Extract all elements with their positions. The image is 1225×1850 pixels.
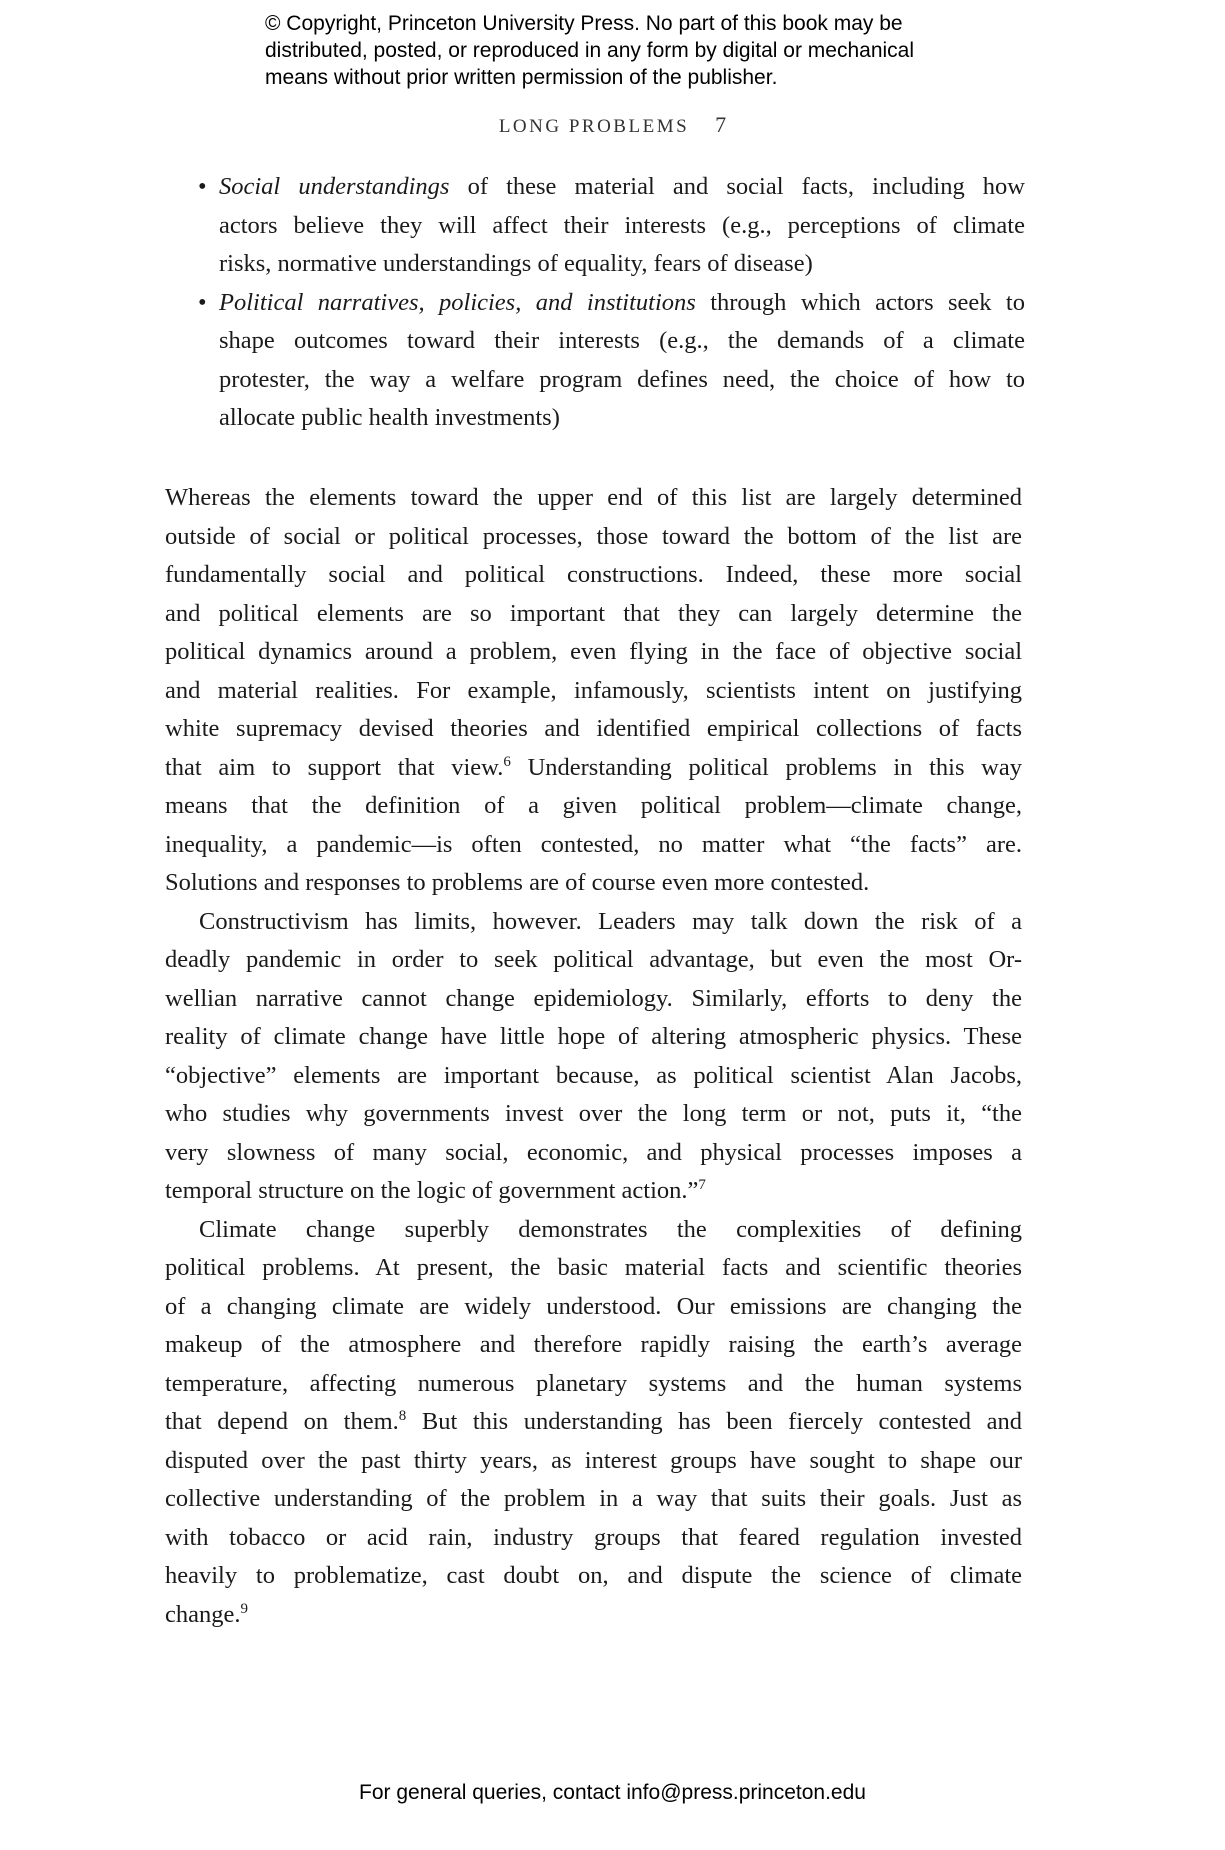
- bullet-icon: •: [198, 288, 207, 316]
- text-run: actors believe they will affect their interests (e.g., perceptions of climate: [219, 211, 1025, 239]
- text-line: [219, 284, 1025, 323]
- text-run: outside of social or political processes, those toward the bottom of the list are: [165, 522, 1022, 550]
- text-line: [165, 903, 1022, 942]
- text-run: inequality, a pandemic—is often contested, no matter what “the facts” are.: [165, 830, 1022, 858]
- text-run: political dynamics around a problem, even flying in the face of objective social: [165, 638, 1022, 665]
- text-run: allocate public health investments): [219, 404, 560, 431]
- copyright-line: distributed, posted, or reproduced in any form by digital or mechanical: [265, 39, 915, 62]
- text-run: reality of climate change have little hope of altering atmospheric physics. These: [165, 1023, 1022, 1050]
- text-line: [165, 826, 1022, 865]
- paragraph: [165, 903, 1022, 1211]
- text-line: [165, 556, 1022, 595]
- footnote-marker: 8: [398, 1407, 407, 1424]
- text-run: Whereas the elements toward the upper end of this list are largely determined: [165, 484, 1022, 511]
- text-line: [165, 1403, 1022, 1442]
- text-run: through which actors seek to: [695, 288, 1025, 316]
- text-run: and material realities. For example, infamously, scientists intent on justifying: [165, 676, 1022, 704]
- text-run: temperature, affecting numerous planetary systems and the human systems: [165, 1369, 1022, 1397]
- text-line: [165, 672, 1022, 711]
- text-line: [165, 1172, 1022, 1211]
- text-run: means that the definition of a given political problem—climate change,: [165, 792, 1022, 819]
- body-text: [165, 479, 1022, 1634]
- text-run: deadly pandemic in order to seek political advantage, but even the most Or-: [165, 946, 1022, 973]
- text-line: [165, 1249, 1022, 1288]
- footnote-marker: 6: [503, 753, 511, 770]
- text-line: [219, 245, 1025, 284]
- paragraph: [165, 1211, 1022, 1635]
- bullet-item: [195, 284, 1025, 438]
- text-run: political problems. At present, the basic material facts and scientific theories: [165, 1254, 1022, 1281]
- text-run: that aim to support that view.: [165, 753, 504, 781]
- text-line: [165, 787, 1022, 826]
- text-line: [165, 980, 1022, 1019]
- text-run: But this understanding has been fiercely contested and: [406, 1408, 1022, 1435]
- paragraph: [165, 479, 1022, 903]
- text-line: [165, 1211, 1022, 1250]
- text-run: Climate change superbly demonstrates the complexities of defining: [199, 1215, 1022, 1243]
- copyright-line: means without prior written permission of the publisher.: [265, 66, 778, 89]
- text-run: Understanding political problems in this way: [510, 753, 1022, 781]
- text-line: [165, 1018, 1022, 1057]
- text-line: [165, 1596, 1022, 1635]
- text-line: [165, 710, 1022, 749]
- text-line: [219, 168, 1025, 207]
- footnote-marker: 9: [240, 1600, 248, 1617]
- text-line: [165, 1134, 1022, 1173]
- text-line: [165, 1326, 1022, 1365]
- text-line: [165, 749, 1022, 788]
- text-run: who studies why governments invest over the long term or not, puts it, “the: [165, 1100, 1022, 1127]
- text-line: [165, 941, 1022, 980]
- running-head: [0, 112, 1225, 138]
- text-line: [165, 1057, 1022, 1096]
- bullet-icon: •: [198, 173, 207, 200]
- bullet-list: [195, 168, 1025, 438]
- text-line: [165, 1480, 1022, 1519]
- text-line: [165, 1365, 1022, 1404]
- italic-text: Social understandings: [219, 173, 450, 200]
- text-run: makeup of the atmosphere and therefore rapidly raising the earth’s average: [165, 1331, 1022, 1358]
- text-run: that depend on them.: [165, 1408, 399, 1435]
- text-line: [165, 1288, 1022, 1327]
- text-line: [165, 479, 1022, 518]
- italic-text: Political narratives, policies, and institutions: [219, 288, 696, 316]
- text-line: [165, 1557, 1022, 1596]
- text-run: temporal structure on the logic of government action.”: [165, 1177, 699, 1204]
- text-run: disputed over the past thirty years, as interest groups have sought to shape our: [165, 1446, 1022, 1474]
- text-run: wellian narrative cannot change epidemiology. Similarly, efforts to deny the: [165, 984, 1022, 1012]
- running-head-title: LONG PROBLEMS: [498, 116, 690, 137]
- text-run: “objective” elements are important because, as political scientist Alan Jacobs,: [165, 1061, 1022, 1089]
- text-run: risks, normative understandings of equality, fears of disease): [219, 250, 813, 277]
- page-number: 7: [715, 112, 727, 137]
- text-line: [219, 322, 1025, 361]
- text-line: [165, 1095, 1022, 1134]
- text-run: very slowness of many social, economic, and physical processes imposes a: [165, 1138, 1022, 1166]
- copyright-notice: [265, 10, 914, 91]
- text-run: of a changing climate are widely understood. Our emissions are changing the: [165, 1292, 1022, 1320]
- text-run: fundamentally social and political constructions. Indeed, these more social: [165, 561, 1022, 588]
- text-run: with tobacco or acid rain, industry groups that feared regulation invested: [165, 1523, 1022, 1551]
- copyright-line: © Copyright, Princeton University Press. No part of this book may be: [265, 12, 903, 35]
- text-run: protester, the way a welfare program defines need, the choice of how to: [219, 365, 1025, 393]
- text-line: [219, 361, 1025, 400]
- text-line: [165, 518, 1022, 557]
- text-run: heavily to problematize, cast doubt on, and dispute the science of climate: [165, 1562, 1022, 1589]
- bullet-item: [195, 168, 1025, 284]
- text-line: [165, 864, 1022, 903]
- text-line: [165, 1519, 1022, 1558]
- text-run: shape outcomes toward their interests (e.g., the demands of a climate: [219, 327, 1025, 354]
- text-line: [165, 595, 1022, 634]
- text-run: Solutions and responses to problems are of course even more contested.: [165, 869, 870, 896]
- text-line: [219, 399, 1025, 438]
- text-run: collective understanding of the problem in a way that suits their goals. Just as: [165, 1485, 1022, 1512]
- text-run: change.: [165, 1600, 241, 1628]
- footnote-marker: 7: [698, 1176, 706, 1193]
- text-run: of these material and social facts, including how: [449, 173, 1025, 200]
- text-line: [165, 1442, 1022, 1481]
- text-run: Constructivism has limits, however. Leaders may talk down the risk of a: [199, 907, 1022, 935]
- text-line: [219, 207, 1025, 246]
- text-run: white supremacy devised theories and identified empirical collections of facts: [165, 715, 1022, 742]
- text-run: and political elements are so important that they can largely determine the: [165, 599, 1022, 627]
- footer-contact: For general queries, contact info@press.princeton.edu: [359, 1781, 866, 1804]
- text-line: [165, 633, 1022, 672]
